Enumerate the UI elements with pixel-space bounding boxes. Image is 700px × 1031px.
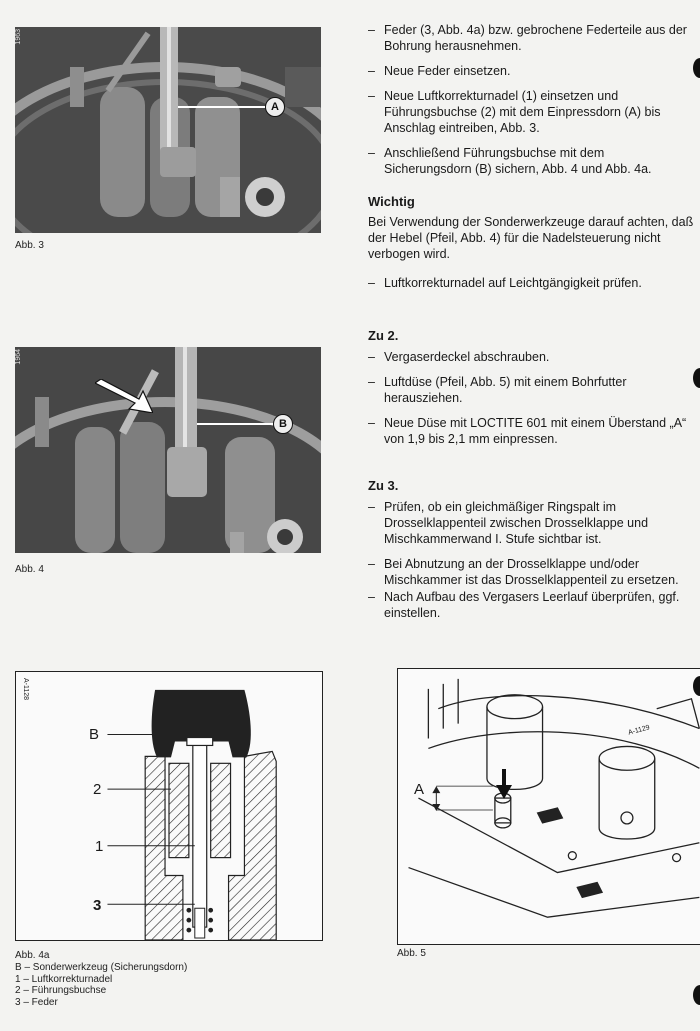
caption-abb3: Abb. 3 (15, 240, 44, 251)
steps-wichtig (368, 275, 694, 300)
photo-stamp: 1964 (15, 349, 22, 365)
photo-stamp: 1963 (15, 29, 22, 45)
arrow-down-icon (496, 769, 512, 799)
drawing-stamp: A-1128 (22, 678, 29, 701)
tool-cross-section (16, 672, 322, 940)
label-3: 3 (93, 897, 102, 914)
binder-hole (693, 58, 700, 78)
label-1: 1 (95, 838, 104, 855)
legend-item: B – Sonderwerkzeug (Sicherungsdorn) (15, 962, 188, 973)
step-item: – Nach Aufbau des Vergasers Leerlauf überprüfen, ggf. einstellen. (368, 589, 694, 621)
step-item: – Luftkorrekturnadel auf Leichtgängigkeit prüfen. (368, 275, 694, 291)
caption-abb4a: Abb. 4a (15, 950, 50, 961)
binder-hole (693, 985, 700, 1005)
caption-abb4: Abb. 4 (15, 564, 44, 575)
label-b: B (89, 726, 100, 743)
step-item: – Neue Düse mit LOCTITE 601 mit einem Überstand „A“ von 1,9 bis 2,1 mm einpressen. (368, 415, 694, 447)
heading-wichtig: Wichtig (368, 194, 415, 209)
heading-zu3: Zu 3. (368, 478, 399, 493)
step-item: – Neue Luftkorrekturnadel (1) einsetzen und Führungsbuchse (2) mit dem Einpressdorn (A) bis Anschlag eintreiben, Abb. 3. (368, 88, 694, 136)
step-item: – Anschließend Führungsbuchse mit dem Sicherungsdorn (B) sichern, Abb. 4 und Abb. 4a. (368, 145, 694, 177)
binder-hole (693, 676, 700, 696)
legend-item: 1 – Luftkorrekturnadel (15, 973, 113, 985)
callout-line (178, 106, 268, 108)
steps-zu3 (368, 499, 694, 630)
step-item: – Prüfen, ob ein gleichmäßiger Ringspalt im Drosselklappenteil zwischen Drosselklappe und Mischkammerwand I. Stufe sichtbar ist. (368, 499, 694, 547)
step-item: – Bei Abnutzung an der Drosselklappe und/oder Mischkammer ist das Drosselklappenteil zu ersetzen. (368, 556, 694, 588)
callout-marker-b: B (273, 414, 293, 434)
legend-item: 2 – Führungsbuchse (15, 985, 107, 996)
step-item: – Feder (3, Abb. 4a) bzw. gebrochene Federteile aus der Bohrung herausnehmen. (368, 22, 694, 54)
dimension-label-a: A (414, 781, 425, 798)
callout-marker-a: A (265, 97, 285, 117)
binder-hole (693, 368, 700, 388)
figure-abb3-photo (15, 27, 321, 233)
caption-abb5: Abb. 5 (397, 948, 426, 959)
callout-line (197, 423, 275, 425)
legend-item: 3 – Feder (15, 996, 58, 1008)
step-item: – Luftdüse (Pfeil, Abb. 5) mit einem Bohrfutter herausziehen. (368, 374, 694, 406)
step-item: – Vergaserdeckel abschrauben. (368, 349, 694, 365)
step-item: – Neue Feder einsetzen. (368, 63, 694, 79)
carburetor-photo-1 (15, 27, 321, 233)
carburetor-cover-drawing (398, 669, 700, 944)
drawing-stamp: A-1129 (627, 724, 651, 737)
legend-abb4a (15, 962, 187, 1008)
steps-zu2 (368, 349, 694, 456)
label-2: 2 (93, 781, 102, 798)
steps-top (368, 22, 694, 186)
figure-abb4-photo (15, 347, 321, 553)
wichtig-text: Bei Verwendung der Sonderwerkzeuge darauf achten, daß der Hebel (Pfeil, Abb. 4) für die Nadelsteuerung nicht verbogen wird. (368, 215, 694, 261)
figure-abb5-drawing (397, 668, 700, 945)
arrow-icon (95, 379, 153, 413)
figure-abb4a-drawing (15, 671, 323, 941)
heading-zu2: Zu 2. (368, 328, 399, 343)
carburetor-photo-2 (15, 347, 321, 553)
